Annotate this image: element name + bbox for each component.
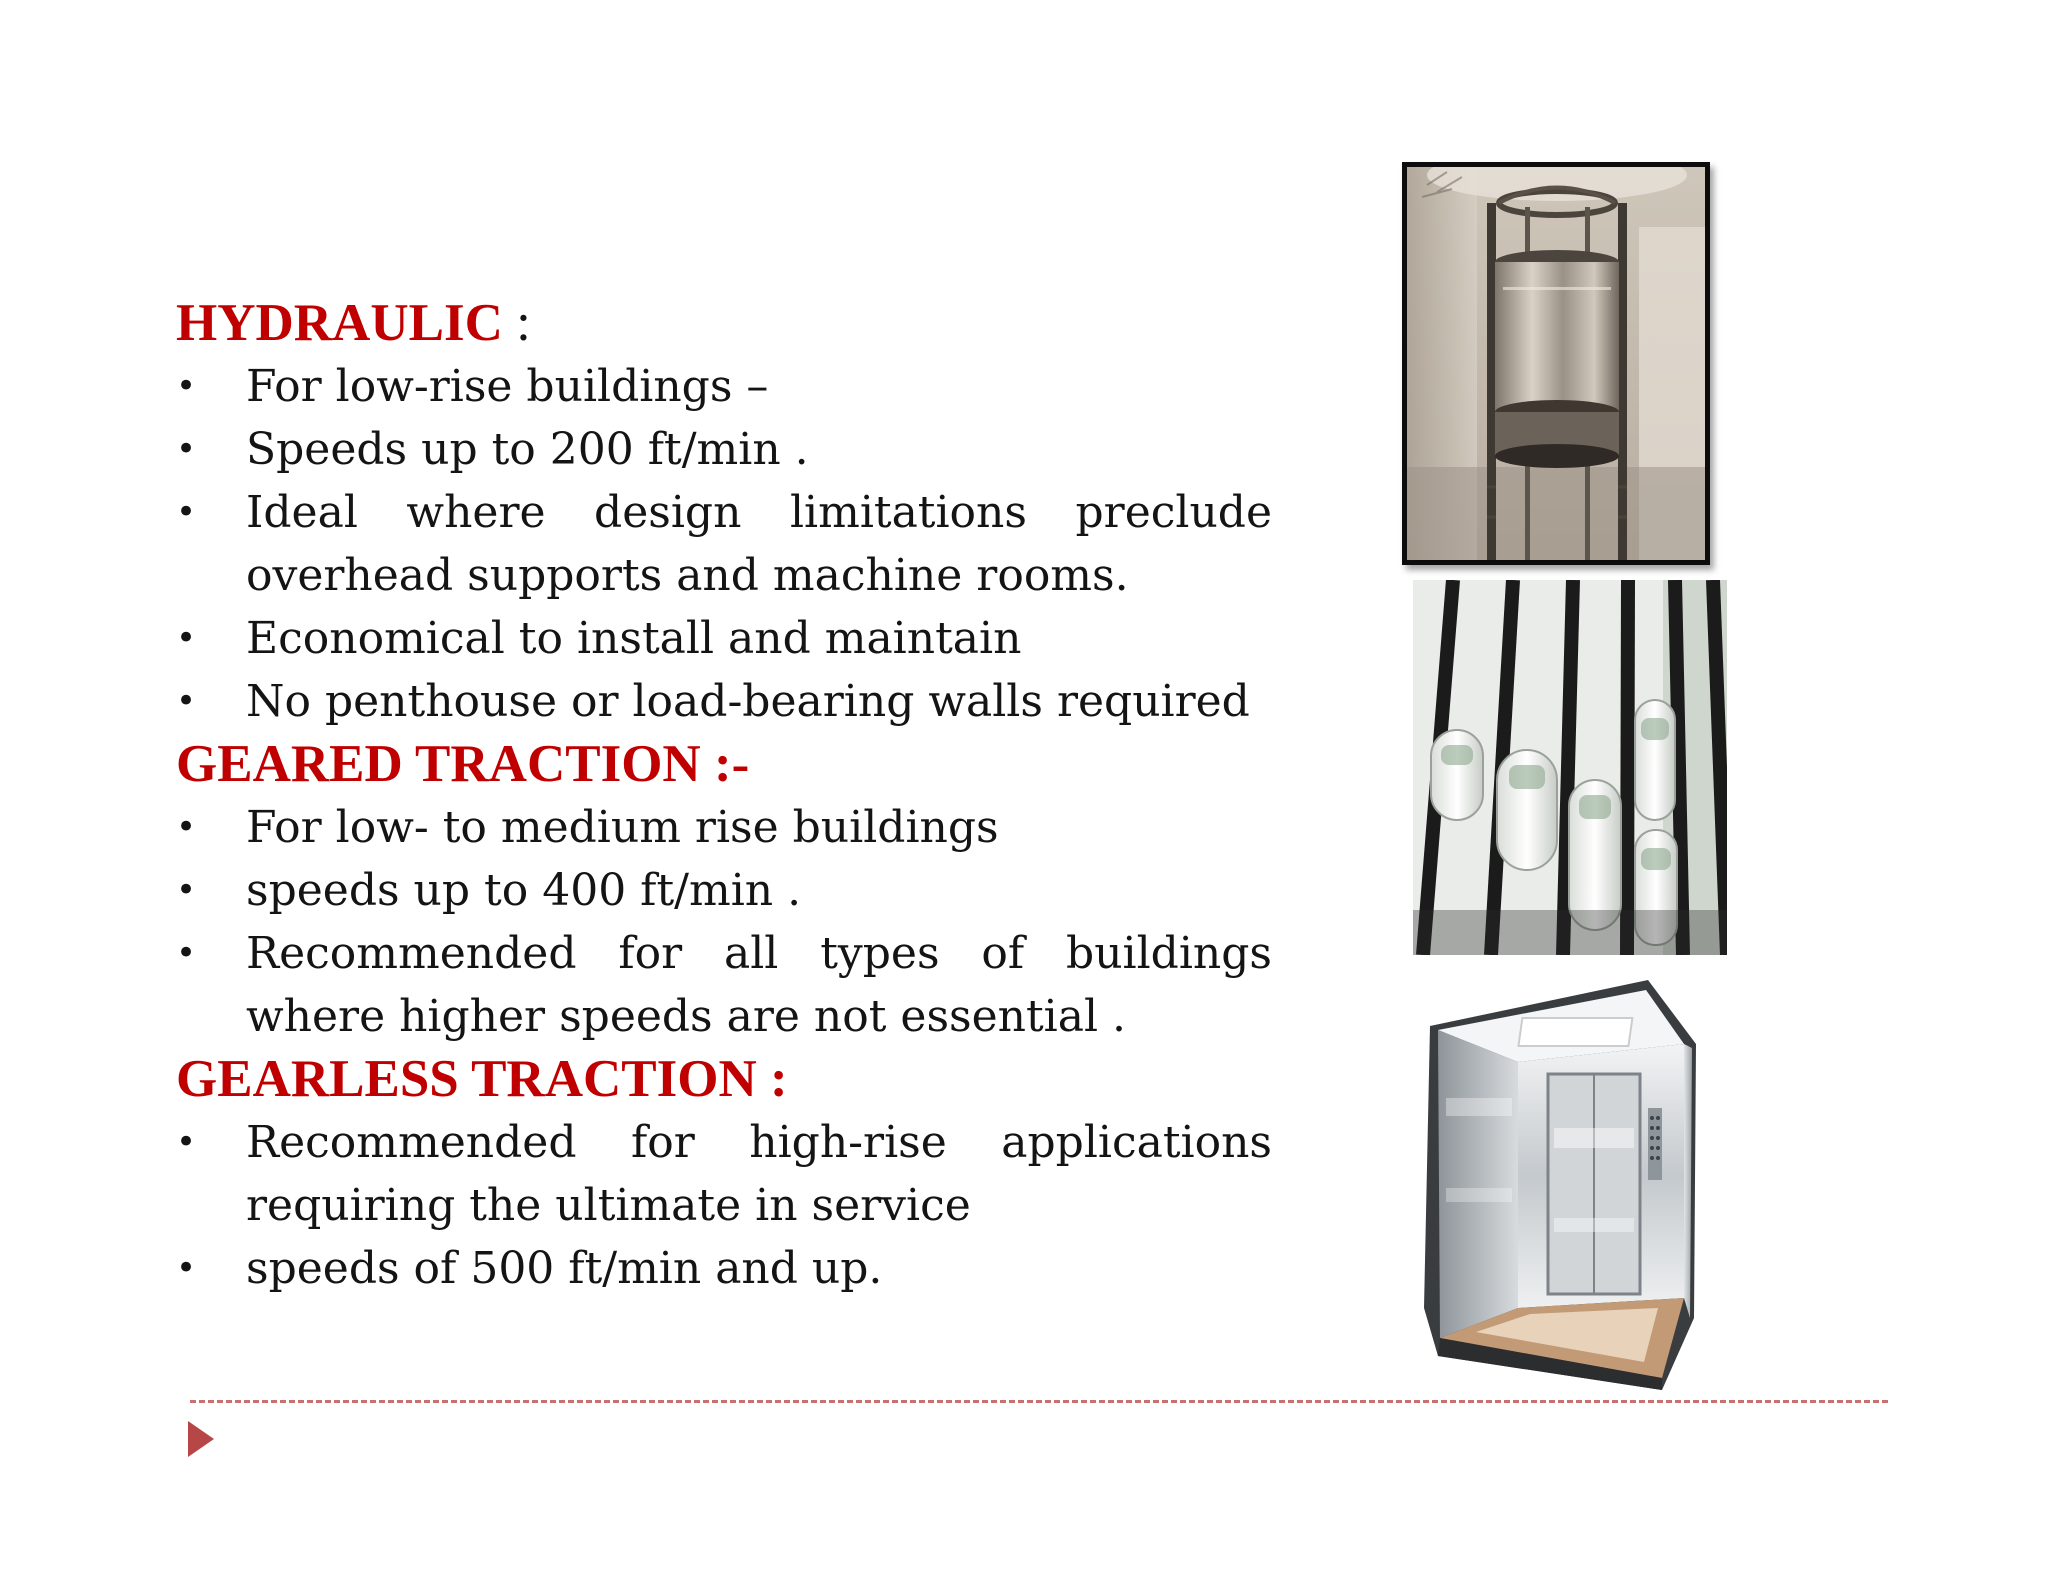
footer-divider [190, 1400, 1888, 1403]
section-gearless-traction [176, 1048, 1272, 1300]
bullet-item [176, 607, 1272, 670]
bullet-text: No penthouse or load-bearing walls required [246, 676, 1250, 727]
bullet-icon: • [176, 681, 197, 721]
bullet-item [176, 670, 1272, 733]
bullet-icon: • [176, 618, 197, 658]
section-hydraulic [176, 292, 1272, 733]
bullet-icon: • [176, 870, 197, 910]
bullet-text: Economical to install and maintain [246, 613, 1022, 664]
bullet-item [176, 796, 1272, 859]
slide-content [176, 292, 1272, 1300]
bullet-text: For low-rise buildings – [246, 361, 769, 412]
heading-text: GEARED TRACTION :- [176, 735, 750, 793]
bullet-item [176, 418, 1272, 481]
bullet-item [176, 481, 1272, 607]
bullet-list [176, 796, 1272, 1048]
bullet-icon: • [176, 429, 197, 469]
bullet-text: For low- to medium rise buildings [246, 802, 999, 853]
bullet-icon: • [176, 492, 197, 532]
bullet-text: speeds up to 400 ft/min . [246, 865, 802, 916]
bullet-item [176, 355, 1272, 418]
bullet-item [176, 922, 1272, 1048]
bullet-icon: • [176, 1248, 197, 1288]
bullet-text: Speeds up to 200 ft/min . [246, 424, 809, 475]
hydraulic-elevator-photo [1402, 162, 1710, 565]
bullet-list [176, 355, 1272, 733]
bullet-item [176, 1237, 1272, 1300]
geared-traction-elevator-photo [1413, 580, 1727, 955]
triangle-right-icon [188, 1421, 214, 1457]
heading-text: GEARLESS TRACTION : [176, 1050, 788, 1108]
section-heading [176, 1048, 1272, 1111]
bullet-text: Recommended for all types of buildings where higher speeds are not essential . [246, 928, 1272, 1042]
bullet-icon: • [176, 933, 197, 973]
bullet-item [176, 859, 1272, 922]
heading-suffix: : [502, 294, 531, 352]
section-heading [176, 292, 1272, 355]
bullet-list [176, 1111, 1272, 1300]
gearless-traction-elevator-cab-photo [1418, 978, 1700, 1390]
bullet-text: Recommended for high-rise applications requiring the ultimate in service [246, 1117, 1272, 1231]
bullet-item [176, 1111, 1272, 1237]
section-heading [176, 733, 1272, 796]
bullet-icon: • [176, 366, 197, 406]
bullet-icon: • [176, 1122, 197, 1162]
bullet-text: speeds of 500 ft/min and up. [246, 1243, 883, 1294]
bullet-icon: • [176, 807, 197, 847]
section-geared-traction [176, 733, 1272, 1048]
bullet-text: Ideal where design limitations preclude overhead supports and machine rooms. [246, 487, 1272, 601]
heading-text: HYDRAULIC [176, 294, 503, 352]
